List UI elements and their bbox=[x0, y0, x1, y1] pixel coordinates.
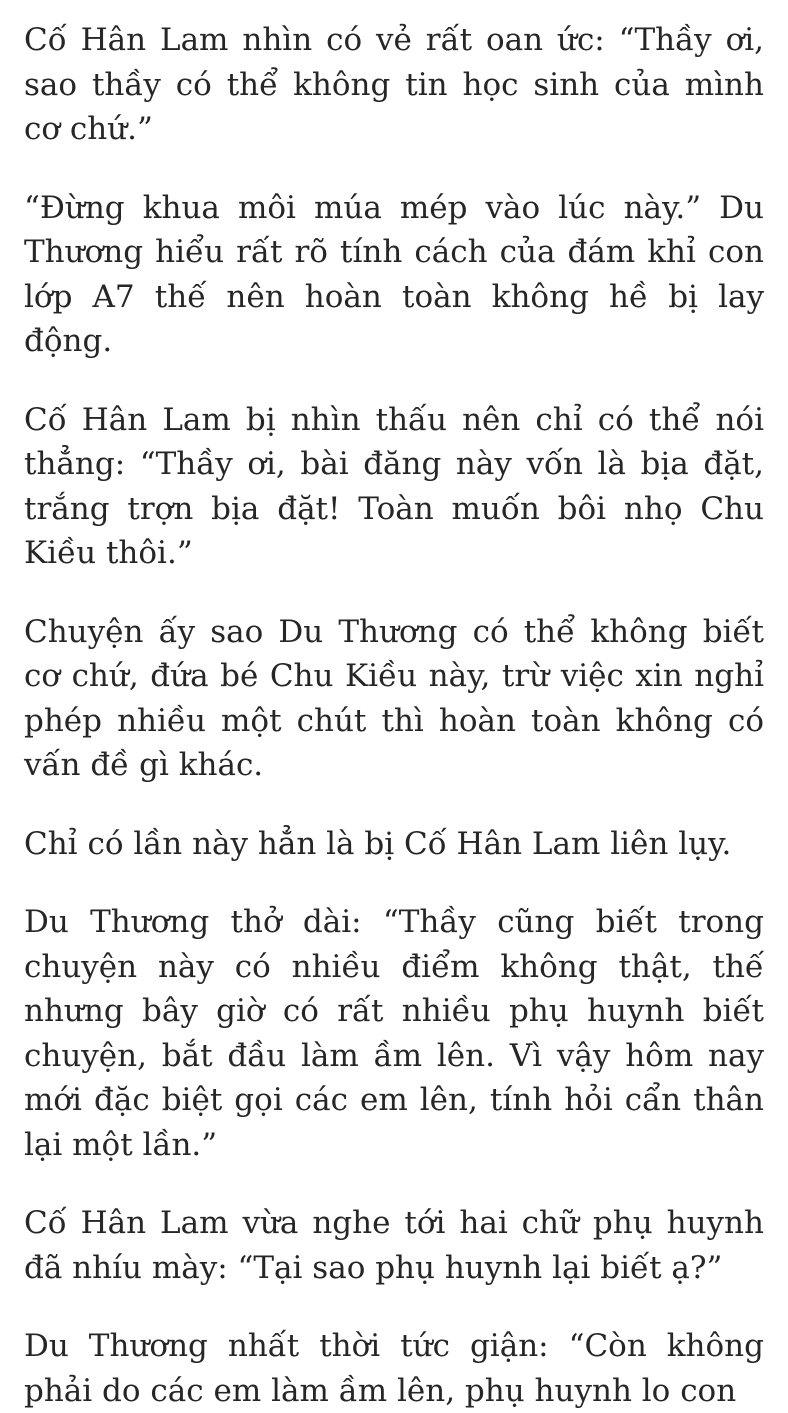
paragraph-1: Cố Hân Lam nhìn có vẻ rất oan ức: “Thầy ơi, sao thầy có thể không tin học sinh của mình cơ chứ.” bbox=[24, 22, 764, 147]
paragraph-3: Cố Hân Lam bị nhìn thấu nên chỉ có thể nói thẳng: “Thầy ơi, bài đăng này vốn là bịa đặt, trắng trợn bịa đặt! Toàn muốn bôi nhọ Chu Kiều thôi.” bbox=[24, 401, 764, 571]
paragraph-5: Chỉ có lần này hẳn là bị Cố Hân Lam liên lụy. bbox=[24, 825, 732, 862]
reading-content bbox=[24, 18, 764, 1413]
paragraph-7: Cố Hân Lam vừa nghe tới hai chữ phụ huynh đã nhíu mày: “Tại sao phụ huynh lại biết ạ?” bbox=[24, 1205, 764, 1286]
paragraph-6: Du Thương thở dài: “Thầy cũng biết trong chuyện này có nhiều điểm không thật, thế nhưng bây giờ có rất nhiều phụ huynh biết chuyện, bắt đầu làm ầm lên. Vì vậy hôm nay mới đặc biệt gọi các em lên, tính hỏi cẩn thân lại một lần.” bbox=[24, 904, 764, 1163]
paragraph-4: Chuyện ấy sao Du Thương có thể không biết cơ chứ, đứa bé Chu Kiều này, trừ việc xin nghỉ phép nhiều một chút thì hoàn toàn không có vấn đề gì khác. bbox=[24, 613, 764, 783]
paragraph-8: Du Thương nhất thời tức giận: “Còn không phải do các em làm ầm lên, phụ huynh lo con bbox=[24, 1328, 764, 1409]
paragraph-2: “Đừng khua môi múa mép vào lúc này.” Du Thương hiểu rất rõ tính cách của đám khỉ con lớp A7 thế nên hoàn toàn không hề bị lay động. bbox=[24, 189, 764, 359]
